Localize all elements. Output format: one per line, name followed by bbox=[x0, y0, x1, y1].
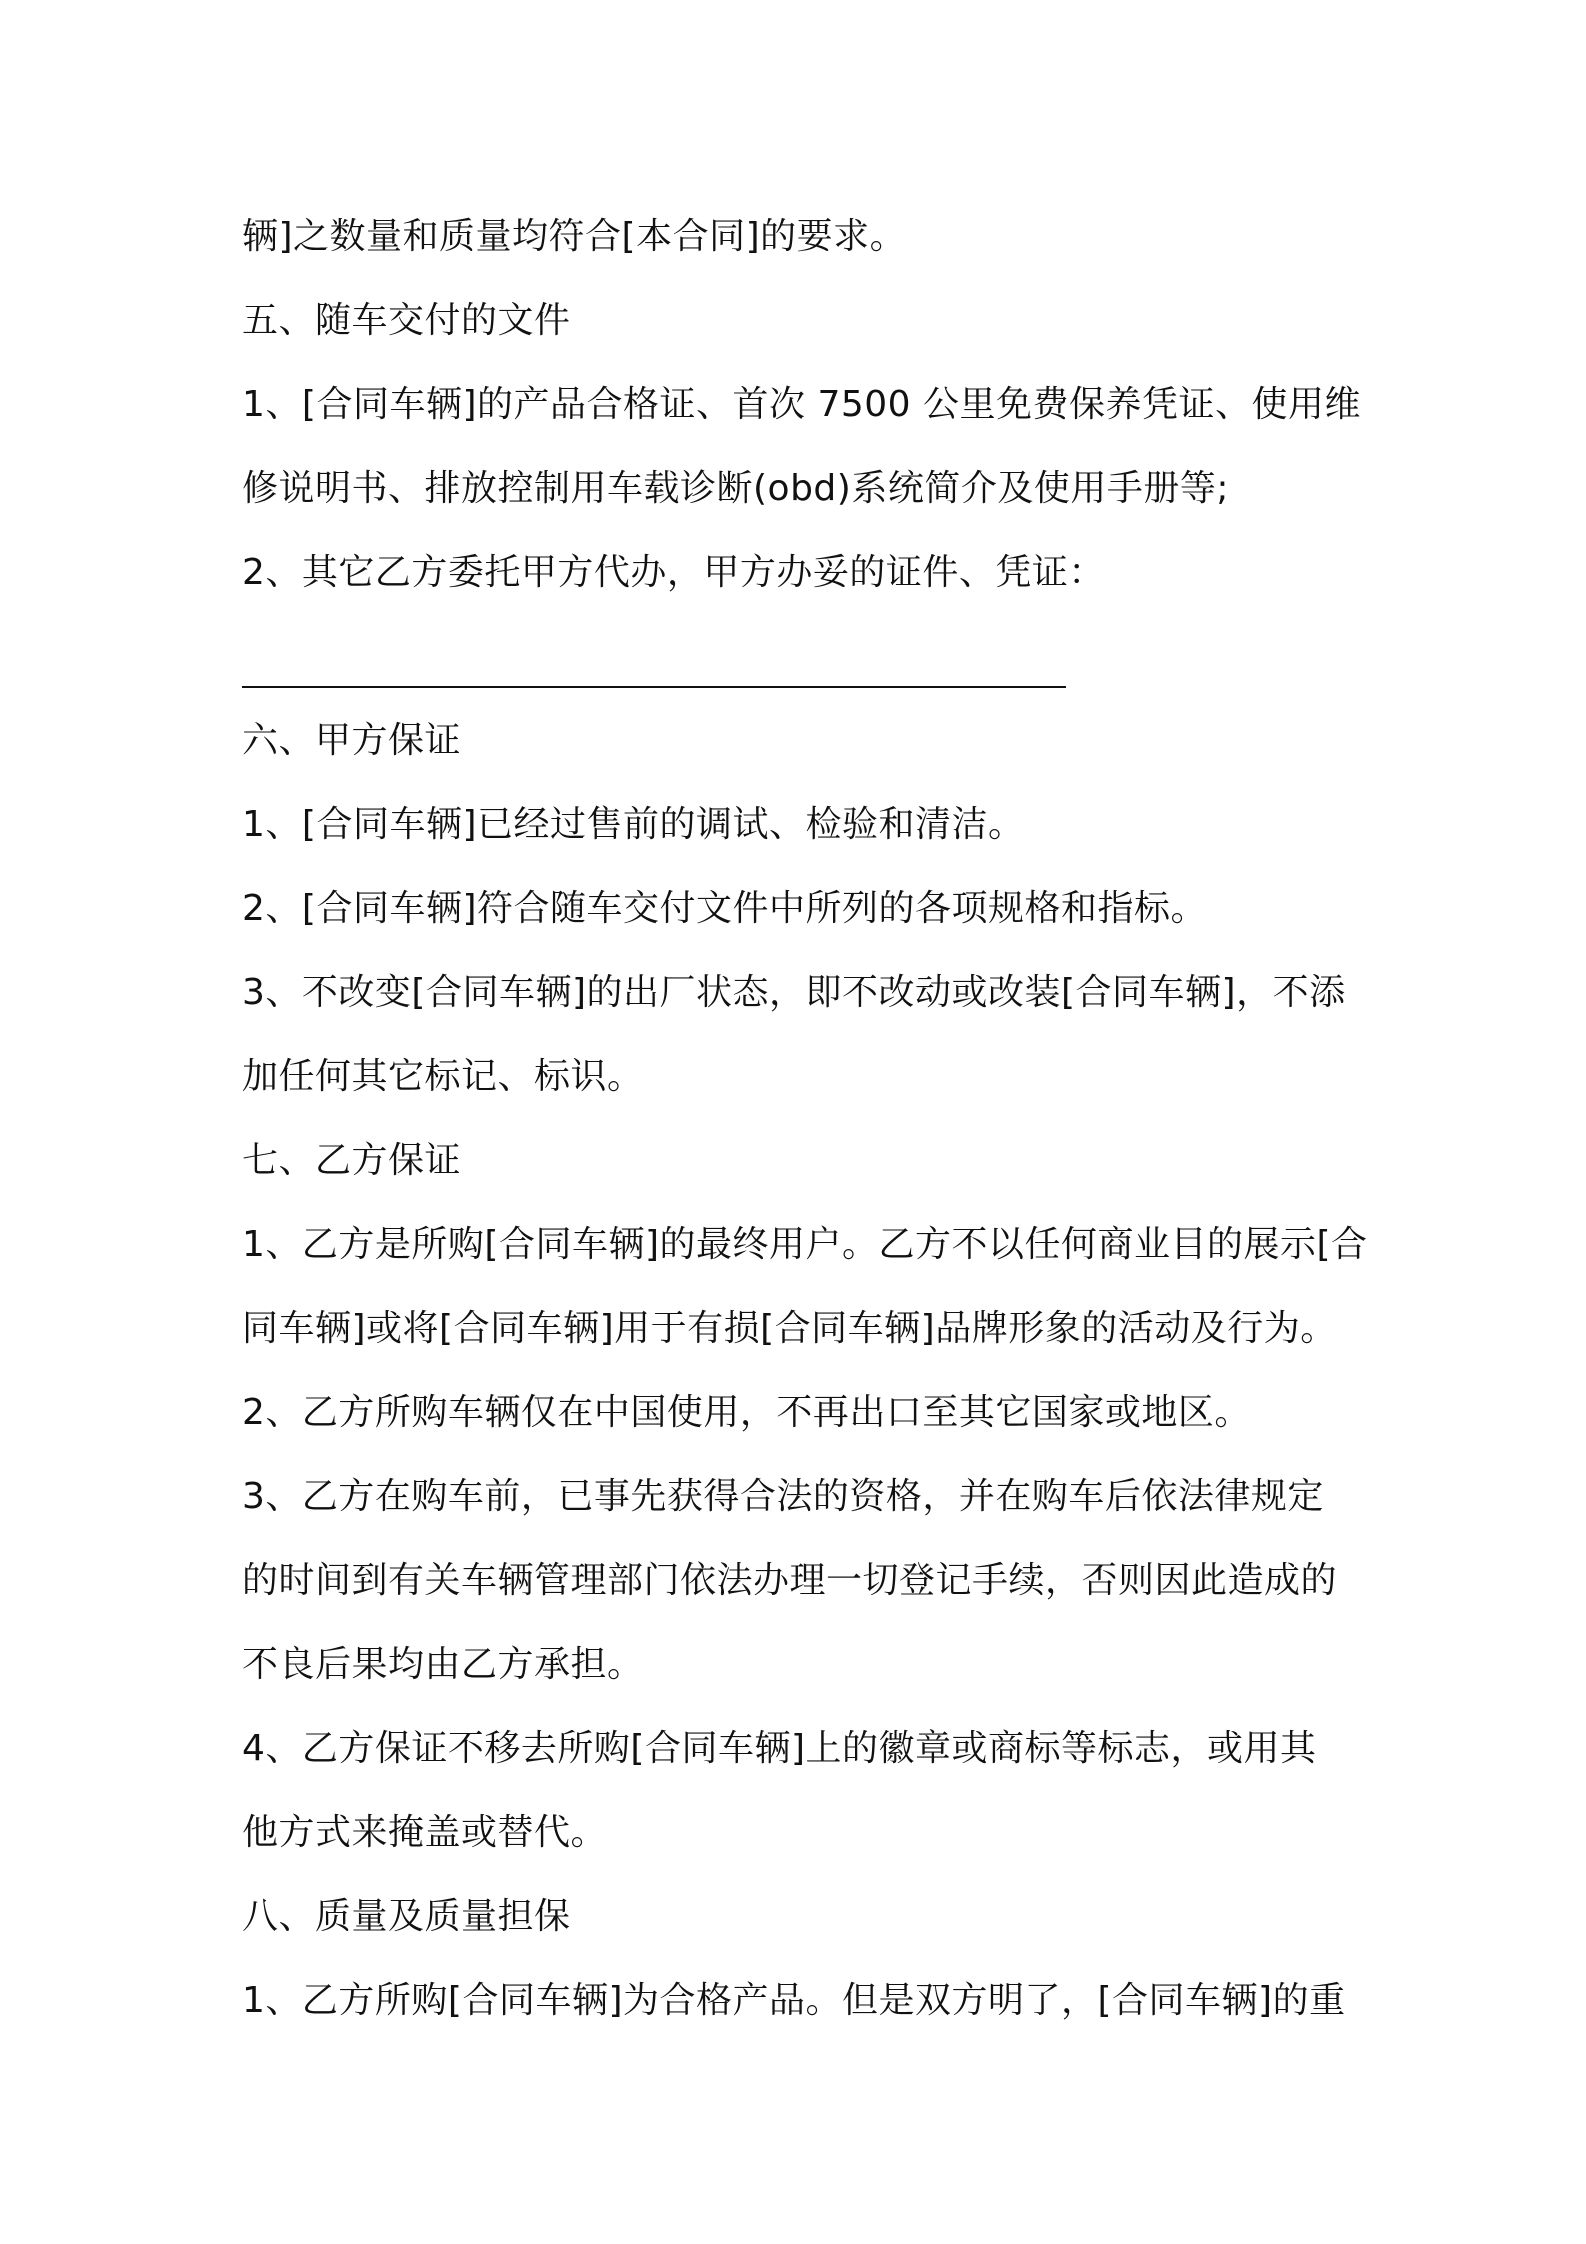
text-line: 修说明书、排放控制用车载诊断(obd)系统简介及使用手册等; bbox=[242, 468, 1229, 509]
text-line: 3、不改变[合同车辆]的出厂状态，即不改动或改装[合同车辆]，不添 bbox=[242, 972, 1346, 1013]
section-heading-8: 八、质量及质量担保 bbox=[242, 1896, 571, 1937]
text-line: 不良后果均由乙方承担。 bbox=[242, 1644, 644, 1685]
text-line: 他方式来掩盖或替代。 bbox=[242, 1812, 608, 1853]
text-line: 2、其它乙方委托甲方代办，甲方办妥的证件、凭证： bbox=[242, 552, 1105, 593]
text-line: 2、[合同车辆]符合随车交付文件中所列的各项规格和指标。 bbox=[242, 888, 1207, 929]
text-line: 1、[合同车辆]的产品合格证、首次 7500 公里免费保养凭证、使用维 bbox=[242, 384, 1361, 425]
text-line: 1、乙方是所购[合同车辆]的最终用户。乙方不以任何商业目的展示[合 bbox=[242, 1224, 1368, 1265]
text-line: 辆]之数量和质量均符合[本合同]的要求。 bbox=[242, 216, 907, 257]
text-line: 同车辆]或将[合同车辆]用于有损[合同车辆]品牌形象的活动及行为。 bbox=[242, 1308, 1337, 1349]
text-line: 4、乙方保证不移去所购[合同车辆]上的徽章或商标等标志，或用其 bbox=[242, 1728, 1317, 1769]
section-heading-6: 六、甲方保证 bbox=[242, 720, 462, 761]
text-line: 1、[合同车辆]已经过售前的调试、检验和清洁。 bbox=[242, 804, 1025, 845]
text-line: 2、乙方所购车辆仅在中国使用，不再出口至其它国家或地区。 bbox=[242, 1392, 1251, 1433]
document-body bbox=[242, 195, 1368, 2043]
blank-underline bbox=[242, 686, 1066, 688]
section-heading-5: 五、随车交付的文件 bbox=[242, 300, 571, 341]
text-line: 1、乙方所购[合同车辆]为合格产品。但是双方明了，[合同车辆]的重 bbox=[242, 1980, 1346, 2021]
text-line: 加任何其它标记、标识。 bbox=[242, 1056, 644, 1097]
text-line: 3、乙方在购车前，已事先获得合法的资格，并在购车后依法律规定 bbox=[242, 1476, 1324, 1517]
text-line: 的时间到有关车辆管理部门依法办理一切登记手续，否则因此造成的 bbox=[242, 1560, 1338, 1601]
fill-in-blank bbox=[242, 615, 1357, 699]
section-heading-7: 七、乙方保证 bbox=[242, 1140, 462, 1181]
